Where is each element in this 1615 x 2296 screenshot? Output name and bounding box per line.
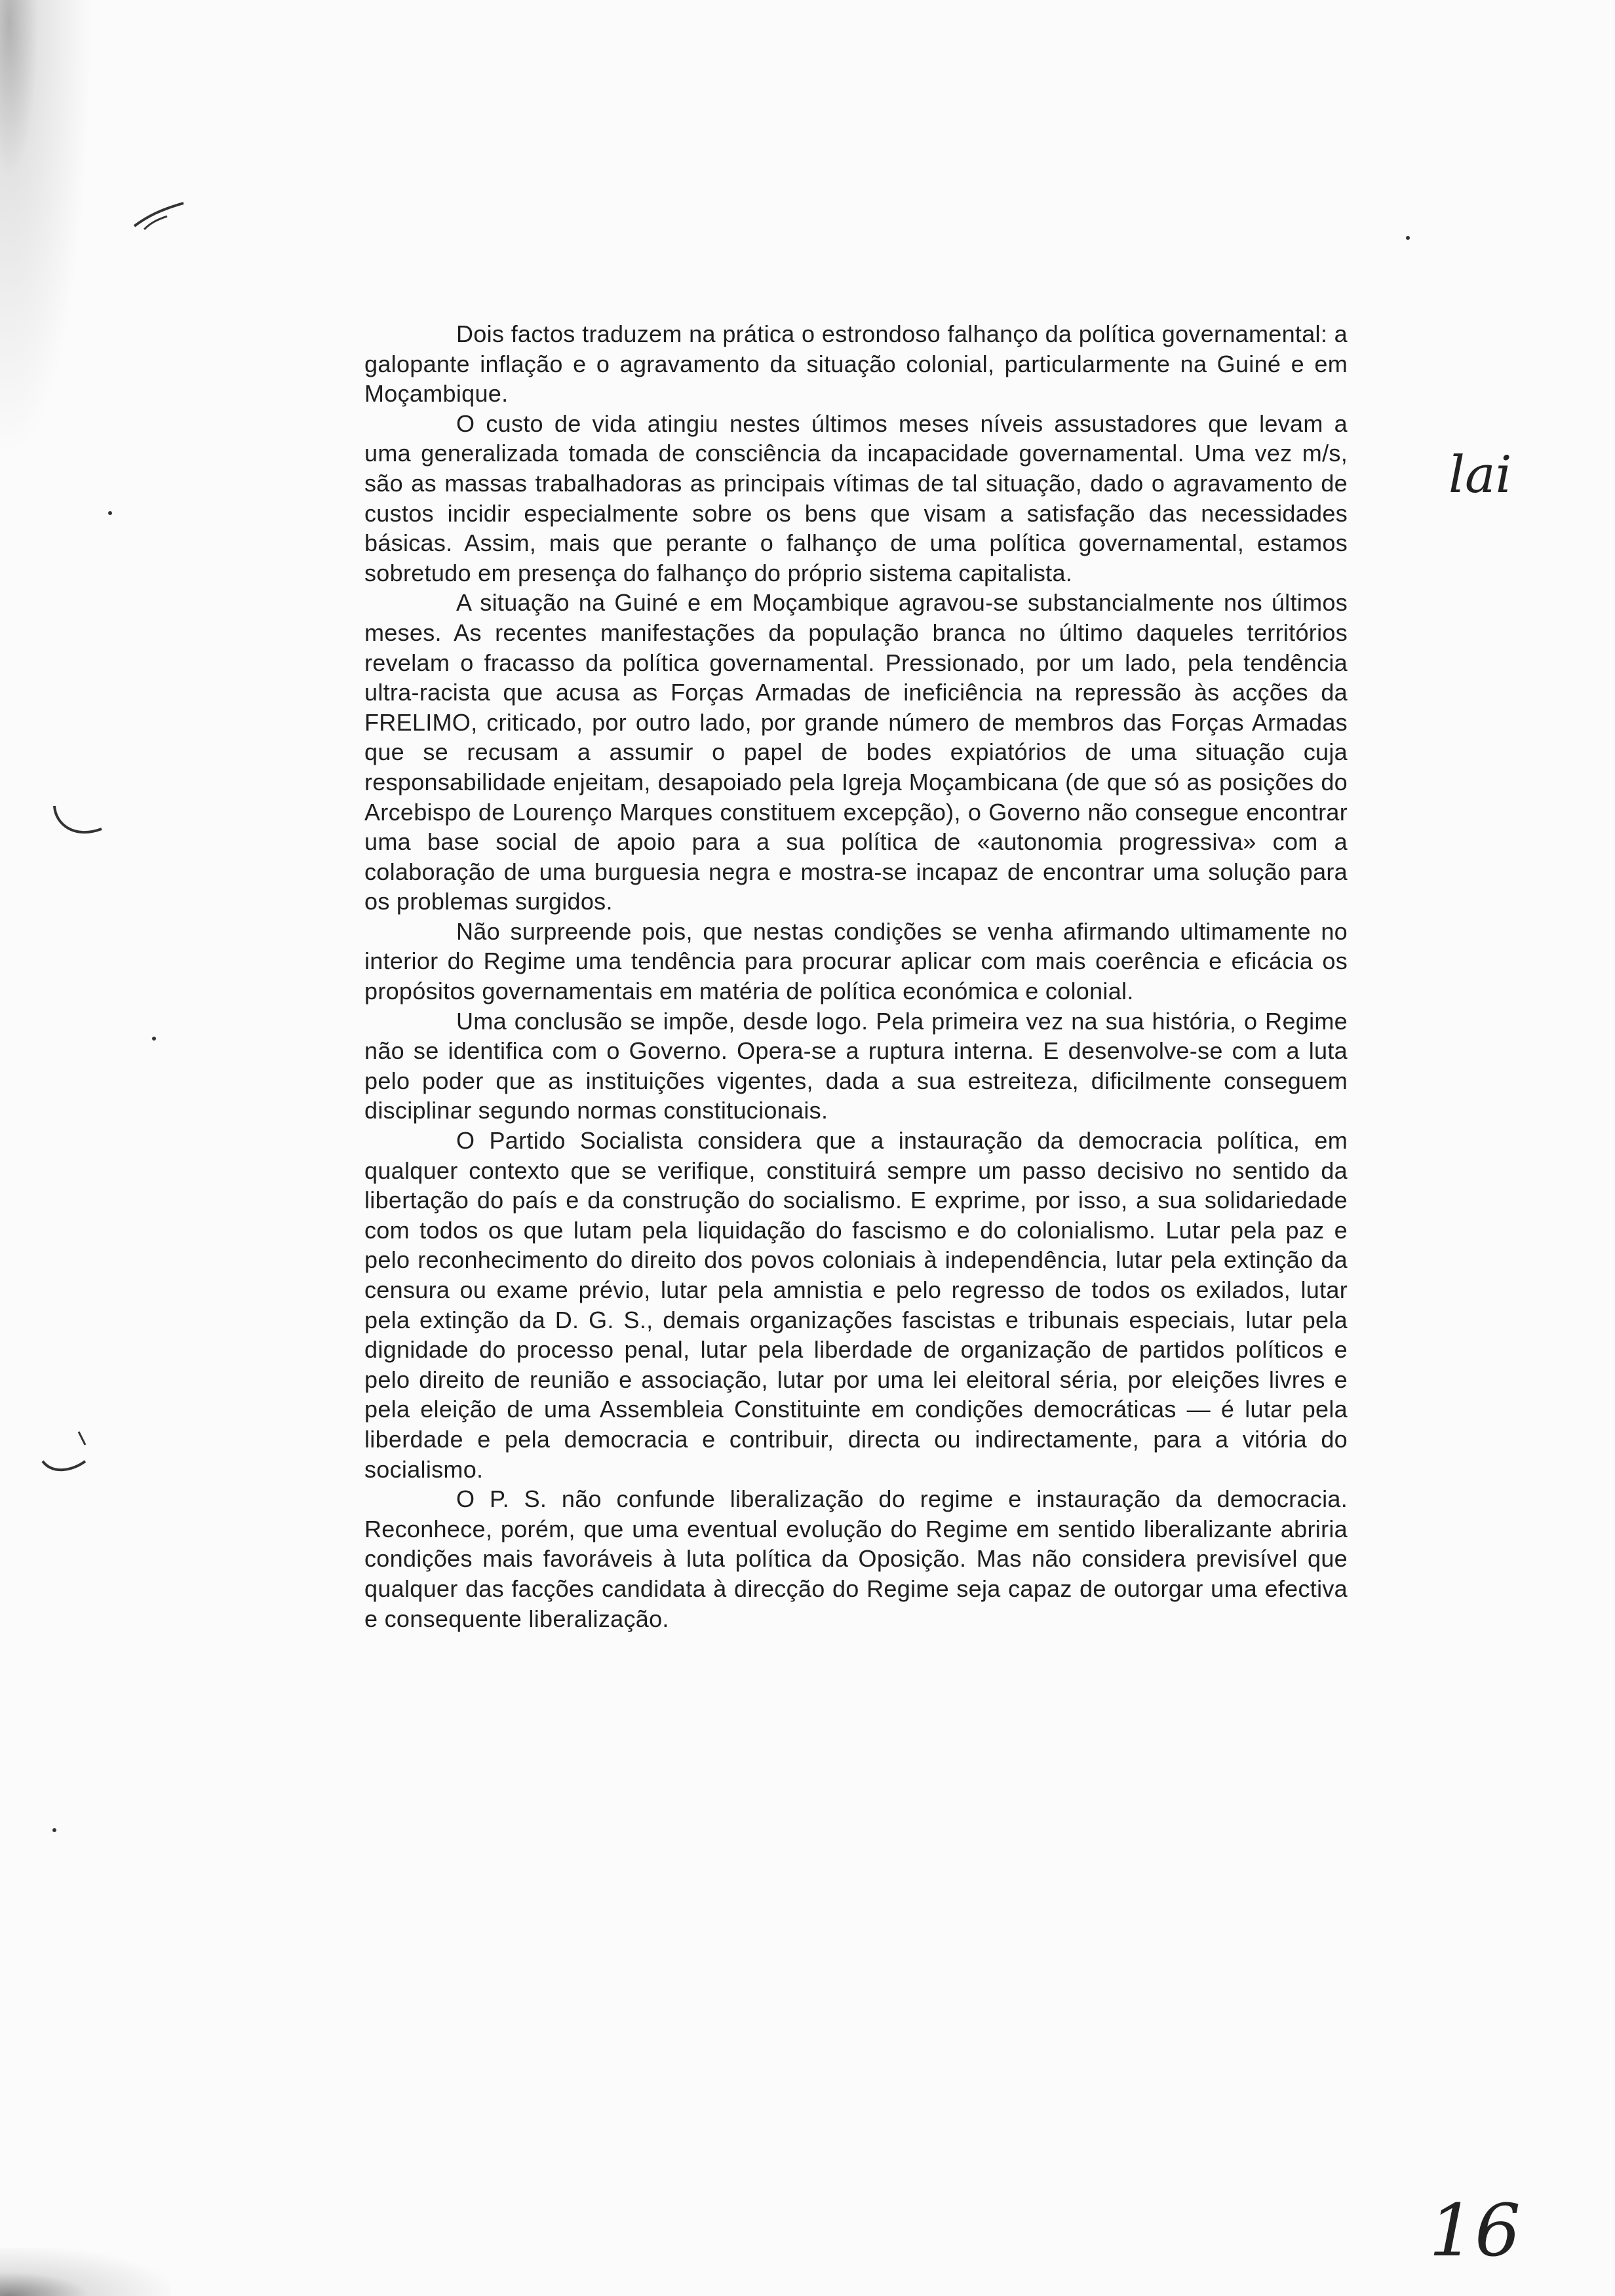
scan-artifact-bottom xyxy=(0,2248,170,2296)
paragraph: O Partido Socialista considera que a instauração da democracia política, em qualquer contexto que se verifique, constituirá sempre um passo decisivo no sentido da libertação do país e da construção do socialismo. E exprime, por isso, a sua solidariedade com todos os que lutam pela liquidação do fascismo e do colonialismo. Lutar pela paz e pelo reconhecimento do direito dos povos coloniais à independência, lutar pela extinção da censura ou exame prévio, lutar pela amnistia e pelo regresso de todos os exilados, lutar pela extinção da D. G. S., demais organizações fascistas e tribunais especiais, lutar pela dignidade do processo penal, lutar pela liberdade de organização de partidos políticos e pelo direito de reunião e associação, lutar por uma lei eleitoral séria, por eleições livres e pela eleição de uma Assembleia Constituinte em condições democráticas — é lutar pela liberdade e pela democracia e contribuir, directa ou indirectamente, para a vitória do socialismo. xyxy=(364,1127,1348,1483)
paragraph: Não surpreende pois, que nestas condições se venha afirmando ultimamente no interior do Regime uma tendência para procurar aplicar com mais coerência e eficácia os propósitos governamentais em matéria de política económica e colonial. xyxy=(364,917,1348,1005)
paragraph: O custo de vida atingiu nestes últimos meses níveis assustadores que levam a uma generalizada tomada de consciência da incapacidade governamental. Uma vez m/s, são as massas trabalhadoras as principais vítimas de tal situação, dado o agravamento de custos incidir especialmente sobre os bens que visam a satisfação das necessidades básicas. Assim, mais que perante o falhanço de uma política governamental, estamos sobretudo em presença do falhanço do próprio sistema capitalista. xyxy=(364,410,1348,586)
speck xyxy=(1406,236,1410,240)
margin-curve-mark-lower xyxy=(36,1422,95,1481)
document-body xyxy=(364,319,1348,1634)
paragraph: O P. S. não confunde liberalização do regime e instauração da democracia. Reconhece, porém, que uma eventual evolução do Regime em sentido liberalizante abriria condições mais favoráveis à luta política da Oposição. Mas não considera previsível que qualquer das facções candidata à direcção do Regime seja capaz de outorgar uma efectiva e consequente liberalização. xyxy=(364,1485,1348,1632)
paragraph: A situação na Guiné e em Moçambique agravou-se substancialmente nos últimos meses. As recentes manifestações da população branca no último daqueles territórios revelam o fracasso da política governamental. Pressionado, por um lado, pela tendência ultra-racista que acusa as Forças Armadas de ineficiência na repressão às acções da FRELIMO, criticado, por outro lado, por grande número de membros das Forças Armadas que se recusam a assumir o papel de bodes expiatórios de uma situação cuja responsabilidade enjeitam, desapoiado pela Igreja Moçambicana (de que só as posições do Arcebispo de Lourenço Marques constituem excepção), o Governo não consegue encontrar uma base social de apoio para a sua política de «autonomia progressiva» com a colaboração de uma burguesia negra e mostra-se incapaz de encontrar uma solução para os problemas surgidos. xyxy=(364,589,1348,915)
speck xyxy=(152,1037,156,1041)
speck xyxy=(52,1828,56,1832)
speck xyxy=(108,511,112,515)
paragraph: Uma conclusão se impõe, desde logo. Pela primeira vez na sua história, o Regime não se identifica com o Governo. Opera-se a ruptura interna. E desenvolve-se com a luta pelo poder que as instituições vigentes, dada a sua estreiteza, dificilmente conseguem disciplinar segundo normas constitucionais. xyxy=(364,1007,1348,1124)
scan-artifact-top xyxy=(0,0,92,459)
page-number: 16 xyxy=(1429,2189,1521,2272)
pen-scribble-mark xyxy=(131,197,190,236)
margin-curve-mark-upper xyxy=(49,803,108,842)
paragraph: Dois factos traduzem na prática o estrondoso falhanço da política governamental: a galopante inflação e o agravamento da situação colonial, particularmente na Guiné e em Moçambique. xyxy=(364,320,1348,408)
handwritten-margin-note: lai xyxy=(1449,446,1512,505)
